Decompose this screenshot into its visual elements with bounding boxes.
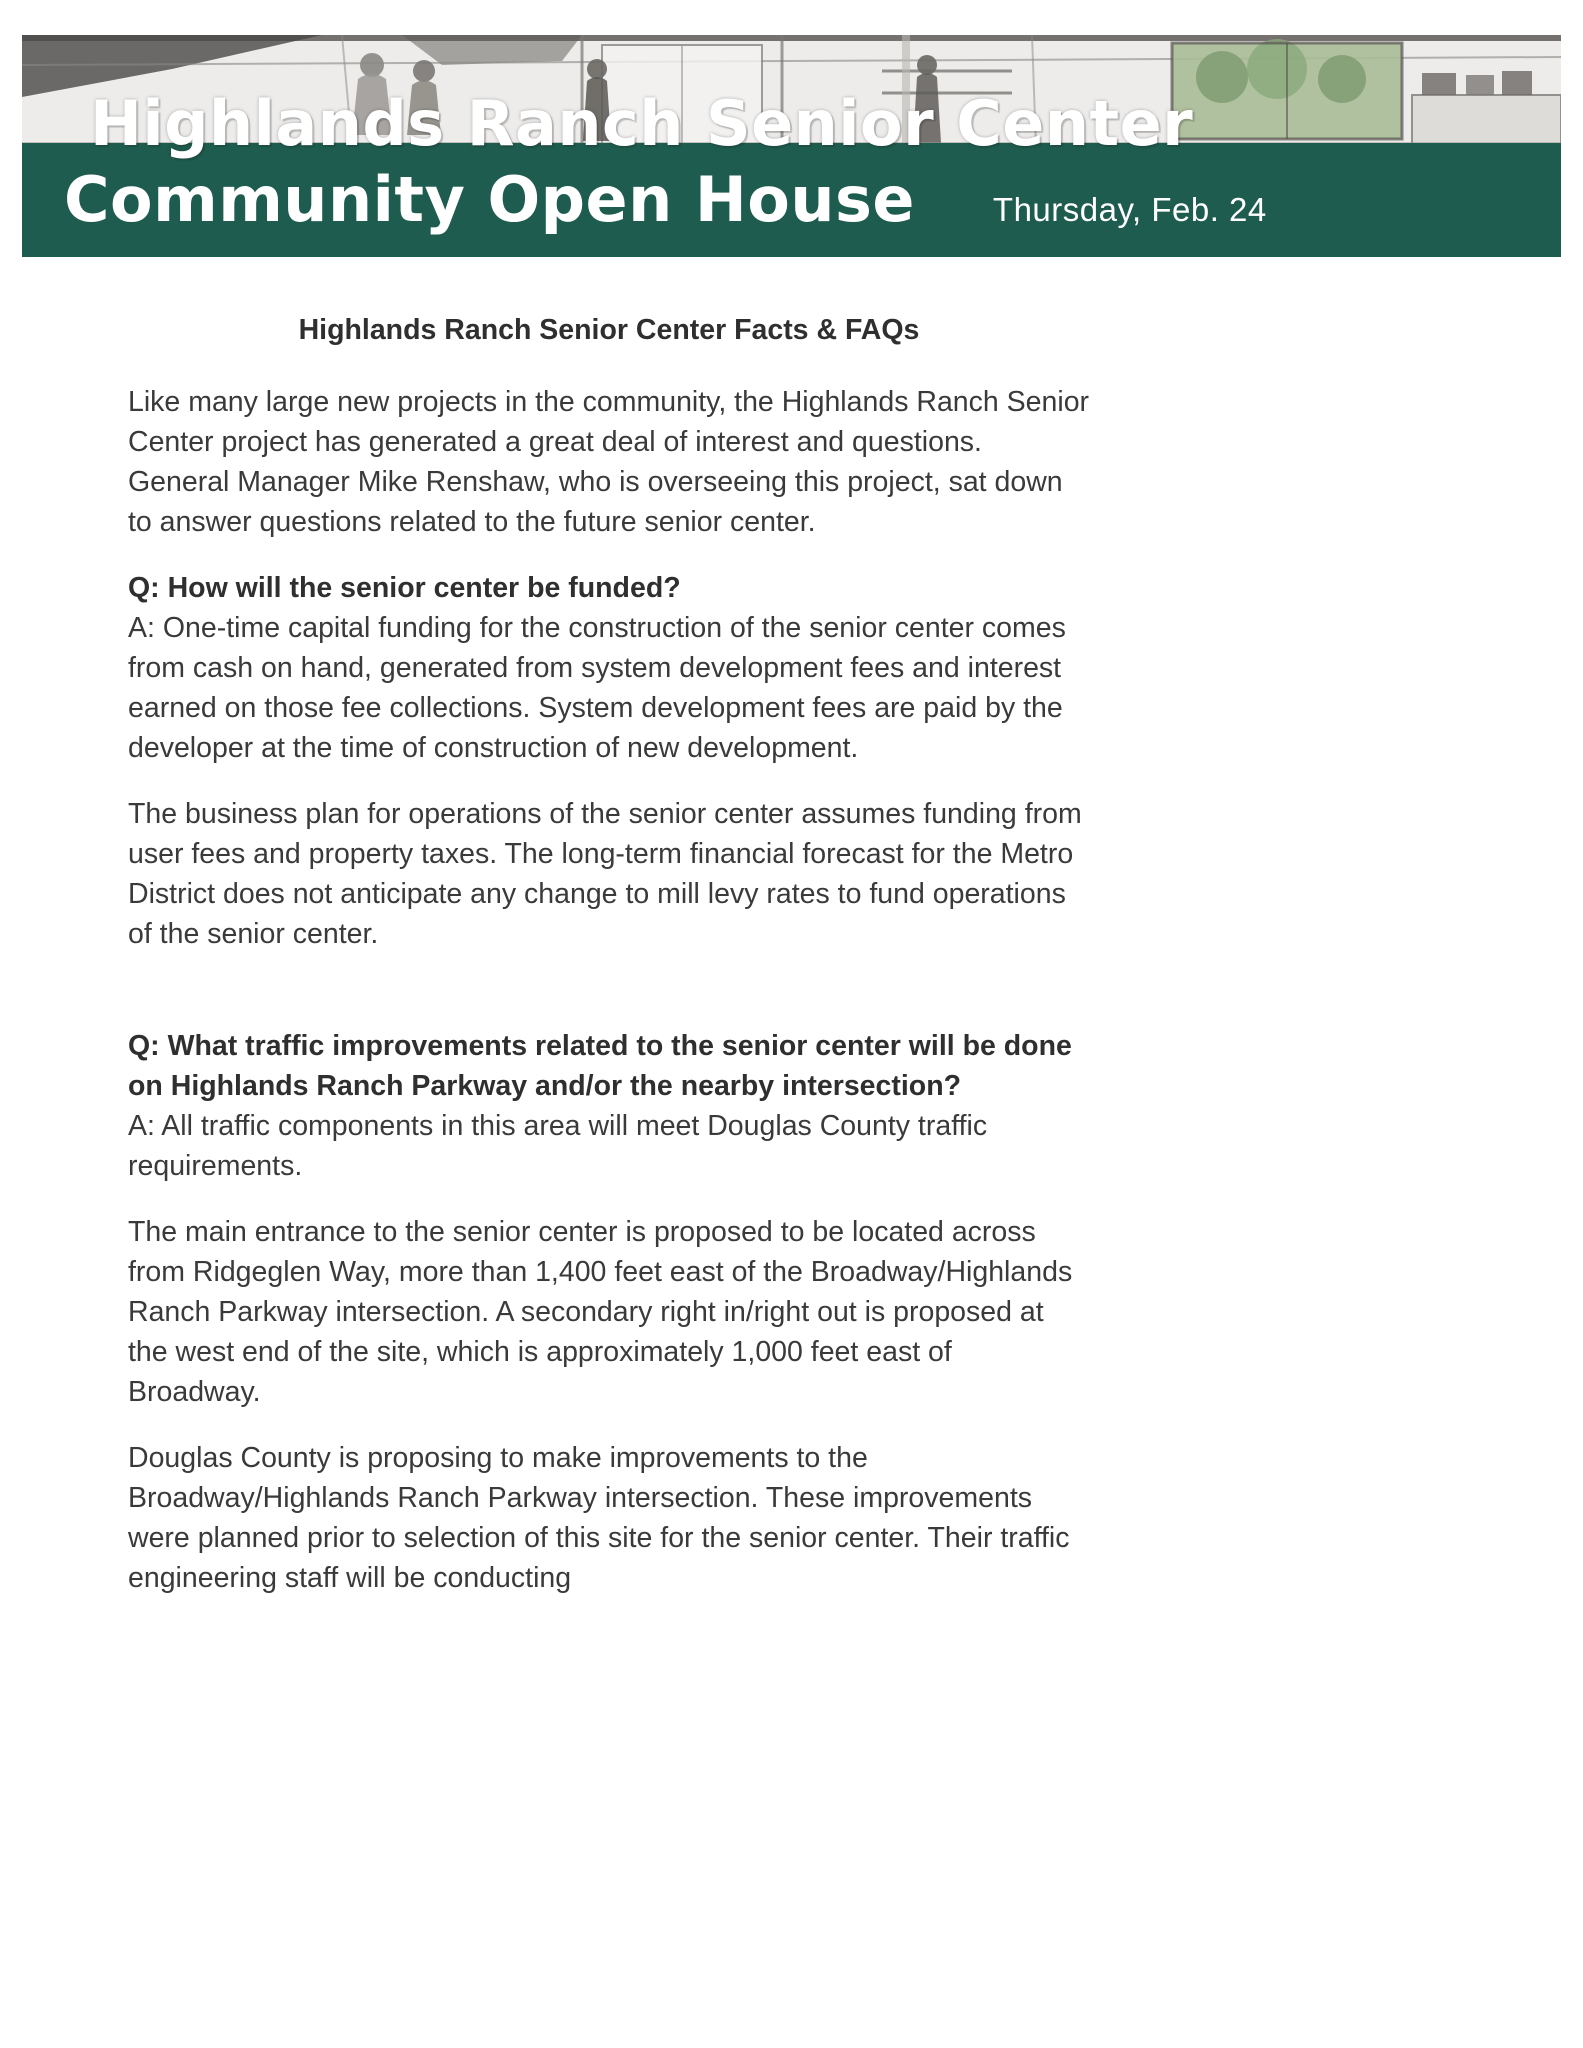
faq1-answer: A: One-time capital funding for the construction of the senior center comes from cash on hand, generated from system development fees and interest earned on those fee collections. System development fees are paid by the developer at the time of construction of new development. (128, 612, 1066, 764)
faq2-answer: A: All traffic components in this area will meet Douglas County traffic requirements. (128, 1110, 988, 1182)
banner-date: Thursday, Feb. 24 (992, 191, 1267, 228)
document-body (128, 310, 1090, 1624)
banner-title-line2: Community Open House (64, 163, 915, 236)
faq2-answer-paragraph2: The main entrance to the senior center is proposed to be located across from Ridgeglen Way, more than 1,400 feet east of the Broadway/Highlands Ranch Parkway intersection. A secondary right in/right out is proposed at the west end of the site, which is approximately 1,000 feet east of Broadway. (128, 1216, 1073, 1408)
faq2-answer-paragraph3: Douglas County is proposing to make improvements to the Broadway/Highlands Ranch Parkway intersection. These improvements were planned prior to selection of this site for the senior center. Their traffic engineering staff will be conducting (128, 1442, 1070, 1594)
intro-paragraph: Like many large new projects in the community, the Highlands Ranch Senior Center project has generated a great deal of interest and questions. General Manager Mike Renshaw, who is overseeing this project, sat down to answer questions related to the future senior center. (128, 386, 1090, 538)
document-heading: Highlands Ranch Senior Center Facts & FAQs (298, 314, 920, 346)
banner-line2 (64, 163, 1267, 236)
banner-text-overlay (22, 35, 1561, 257)
faq1-answer-continued: The business plan for operations of the senior center assumes funding from user fees and property taxes. The long-term financial forecast for the Metro District does not anticipate any change to mill levy rates to fund operations of the senior center. (128, 798, 1082, 950)
header-banner (22, 35, 1561, 257)
faq1-question: Q: How will the senior center be funded? (128, 572, 681, 604)
banner-title-line1: Highlands Ranch Senior Center (90, 87, 1194, 160)
faq2-question: Q: What traffic improvements related to the senior center will be done on Highlands Ranch Parkway and/or the nearby intersection? (128, 1030, 1072, 1102)
